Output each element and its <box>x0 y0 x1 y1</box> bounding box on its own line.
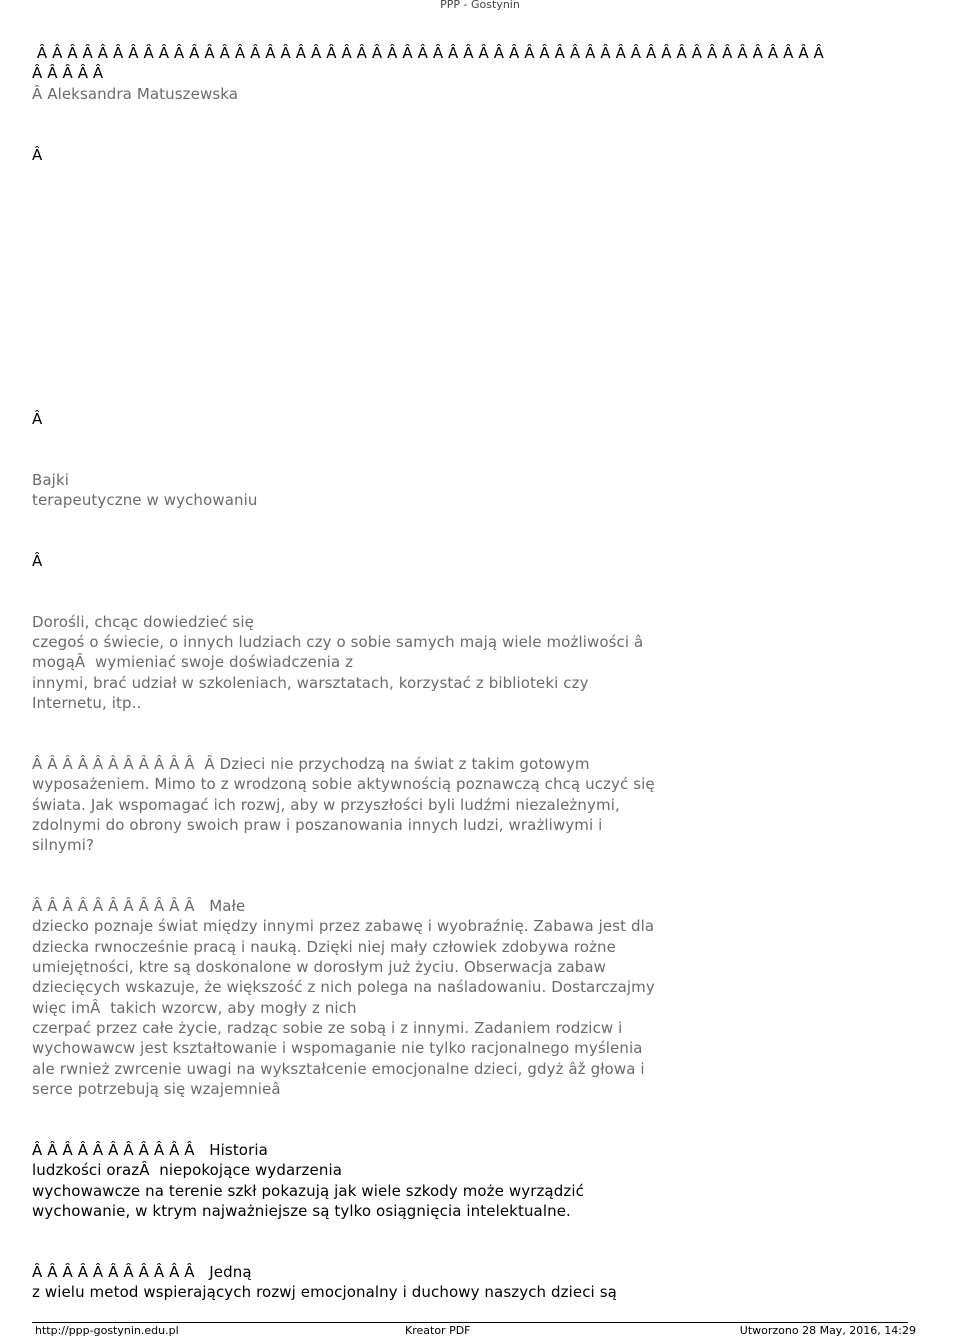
text-line: Â <box>32 145 48 164</box>
text-line: dziecięcych wskazuje, że większość z nich polega na naśladowaniu. Dostarczajmy <box>32 978 655 997</box>
text-line: mogąÂ wymieniać swoje doświadczenia z <box>32 653 354 672</box>
text-line <box>32 876 942 896</box>
text-line: Â Â Â Â Â Â Â Â Â Â Â Małe <box>32 897 246 916</box>
text-line: Â Â Â Â Â <box>32 64 109 83</box>
text-line <box>32 124 942 144</box>
text-line: Â Â Â Â Â Â Â Â Â Â Â Jedną <box>32 1262 252 1281</box>
text-line: Internetu, itp.. <box>32 694 142 712</box>
text-line <box>32 531 942 551</box>
text-line <box>32 1221 942 1241</box>
text-line: Bajki <box>32 470 70 489</box>
text-line <box>32 104 942 124</box>
text-line: umiejętności, ktre są doskonalone w dorosłym już życiu. Obserwacja zabaw <box>32 958 607 977</box>
text-line: z wielu metod wspierających rozwj emocjonalny i duchowy naszych dzieci są <box>32 1283 617 1302</box>
text-line: innymi, brać udział w szkoleniach, warsztatach, korzystać z biblioteki czy <box>32 673 589 692</box>
text-line: Â Aleksandra Matuszewska <box>32 84 239 103</box>
text-line: terapeutyczne w wychowaniu <box>32 490 258 509</box>
text-line: Â Â Â Â Â Â Â Â Â Â Â Historia <box>32 1140 268 1159</box>
text-line <box>32 206 942 226</box>
footer-url[interactable]: http://ppp-gostynin.edu.pl <box>35 1324 179 1337</box>
text-line <box>32 734 942 754</box>
text-line <box>32 713 942 733</box>
text-line <box>32 1099 942 1119</box>
text-line: ale rwnież zwrcenie uwagi na wykształcenie emocjonalne dzieci, gdyż âž głowa i <box>32 1059 645 1078</box>
text-line <box>32 368 942 388</box>
text-line: Â <box>32 551 48 570</box>
text-line: Dorośli, chcąc dowiedzieć się <box>32 612 254 631</box>
text-line: wyposażeniem. Mimo to z wrodzoną sobie aktywnością poznawczą chcą uczyć się <box>32 775 655 794</box>
article-body <box>32 43 942 1302</box>
page-footer <box>32 1322 916 1337</box>
text-line <box>32 449 942 469</box>
text-line: wychowanie, w ktrym najważniejsze są tylko osiągnięcia intelektualne. <box>32 1201 571 1220</box>
text-line: czerpać przez całe życie, radząc sobie ze sobą i z innymi. Zadaniem rodzicw i <box>32 1019 623 1037</box>
text-line: zdolnymi do obrony swoich praw i poszanowania innych ludzi, wrażliwymi i <box>32 815 603 834</box>
footer-creator: Kreator PDF <box>405 1324 471 1337</box>
text-line <box>32 327 942 347</box>
text-line <box>32 287 942 307</box>
text-line <box>32 348 942 368</box>
footer-created-date: Utworzono 28 May, 2016, 14:29 <box>739 1324 916 1337</box>
text-line: Â Â Â Â Â Â Â Â Â Â Â Â Â Â Â Â Â Â Â Â Â Â Â Â Â Â Â Â Â Â Â Â Â Â Â Â Â Â Â Â Â Â Â Â Â Â Â Â Â Â Â Â <box>32 44 824 62</box>
text-line: czegoś o świecie, o innych ludziach czy o sobie samych mają wiele możliwości â <box>32 633 644 652</box>
text-line: Â <box>32 409 48 428</box>
text-line <box>32 429 942 449</box>
text-line: serce potrzebują się wzajemnieâ <box>32 1079 281 1098</box>
text-line: ludzkości orazÂ niepokojące wydarzenia <box>32 1161 343 1180</box>
text-line: wychowawcze na terenie szkł pokazują jak wiele szkody może wyrządzić <box>32 1181 584 1200</box>
text-line <box>32 185 942 205</box>
text-line <box>32 1120 942 1140</box>
text-line <box>32 510 942 530</box>
text-line: wychowawcw jest kształtowanie i wspomaganie nie tylko racjonalnego myślenia <box>32 1039 643 1058</box>
text-line: świata. Jak wspomagać ich rozwj, aby w przyszłości byli ludźmi niezależnymi, <box>32 795 620 814</box>
text-line <box>32 388 942 408</box>
text-line: dziecko poznaje świat między innymi przez zabawę i wyobraźnię. Zabawa jest dla <box>32 917 655 936</box>
text-line <box>32 856 942 876</box>
text-line: dziecka rwnocześnie pracą i nauką. Dzięki niej mały człowiek zdobywa rożne <box>32 937 616 956</box>
text-line <box>32 571 942 591</box>
text-line: więc imÂ takich wzorcw, aby mogły z nich <box>32 998 357 1017</box>
text-line <box>32 226 942 246</box>
text-line <box>32 165 942 185</box>
page-header-title: PPP - Gostynin <box>440 0 520 11</box>
text-line <box>32 1241 942 1261</box>
text-line <box>32 266 942 286</box>
text-line <box>32 246 942 266</box>
text-line: Â Â Â Â Â Â Â Â Â Â Â Â Dzieci nie przychodzą na świat z takim gotowym <box>32 754 590 773</box>
text-line: silnymi? <box>32 836 95 855</box>
text-line <box>32 591 942 611</box>
text-line <box>32 307 942 327</box>
